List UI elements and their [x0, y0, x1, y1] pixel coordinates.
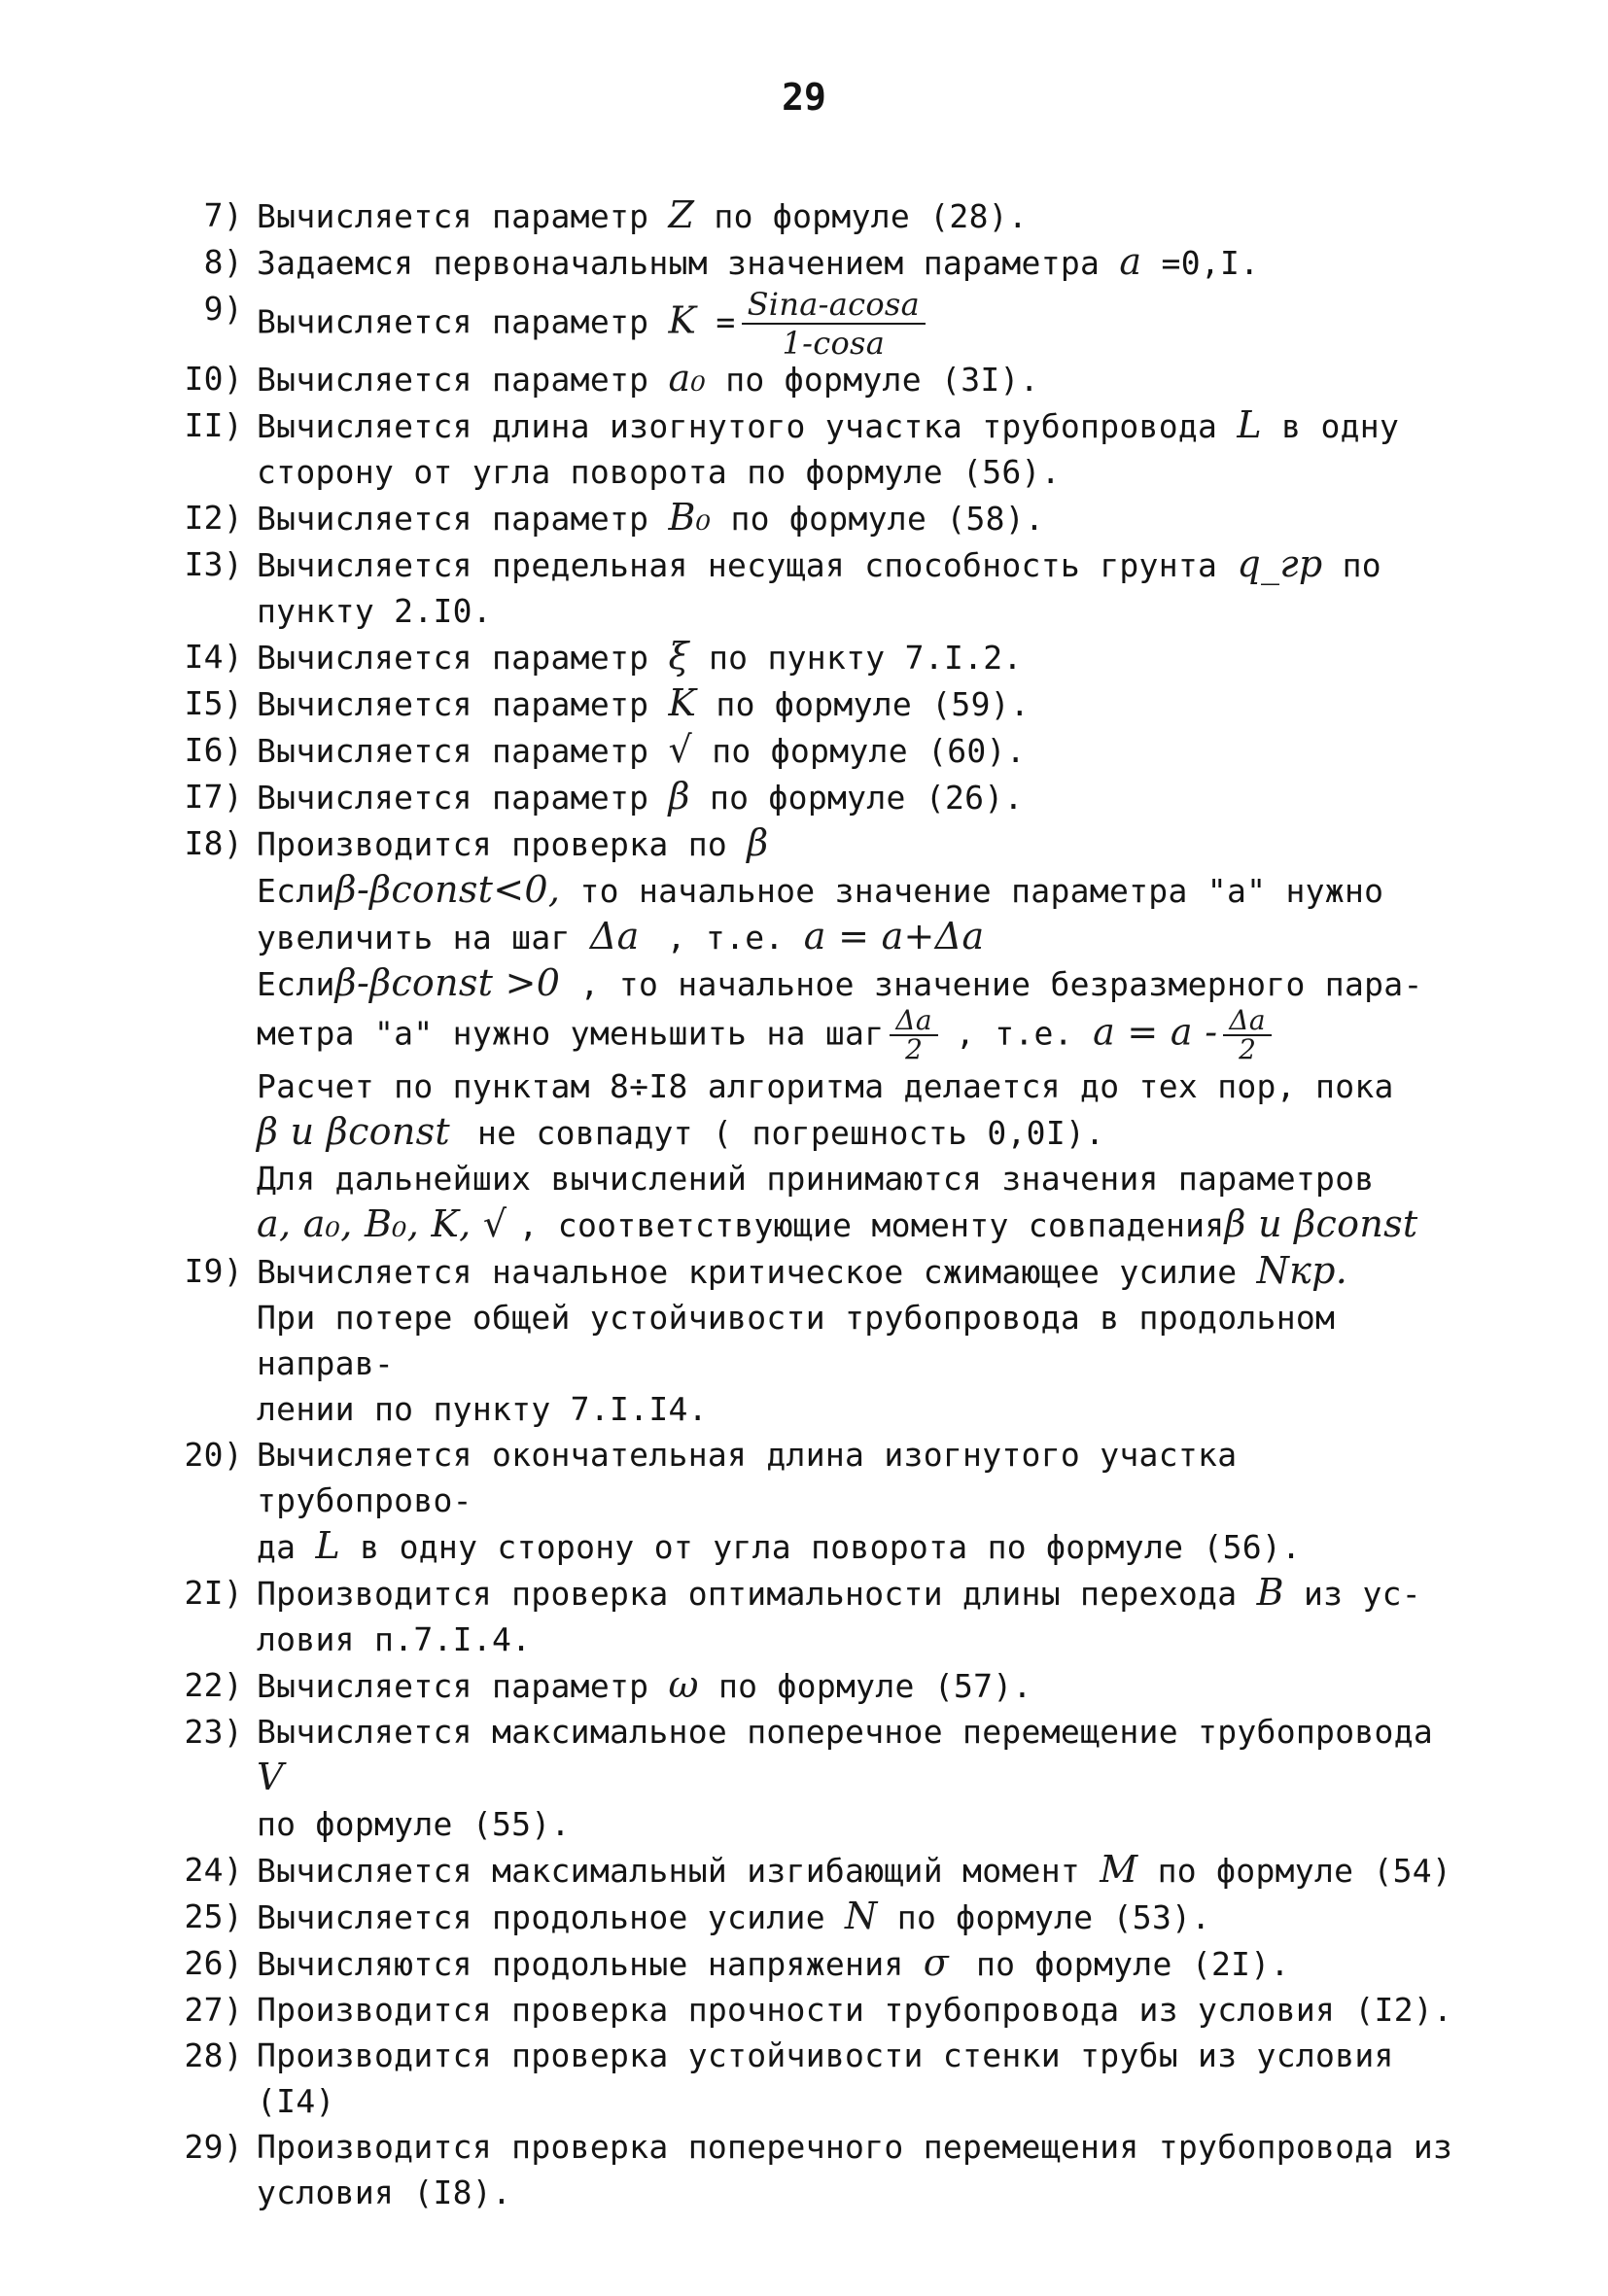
- item-text: Расчет по пунктам 8÷I8 алгоритма делается до тех пор, пока: [257, 1067, 1394, 1105]
- item-text: по формуле (55).: [257, 1805, 571, 1843]
- item-text: условия (I8).: [257, 2174, 512, 2211]
- item-text: Производится проверка по: [257, 825, 728, 863]
- item-text: Вычисляется параметр: [257, 1667, 649, 1705]
- list-item: [156, 286, 1458, 362]
- item-text: сторону от угла поворота по формуле (56).: [257, 453, 1061, 491]
- formula-symbol: β: [747, 821, 769, 864]
- list-item: [156, 1940, 1458, 1987]
- fraction-numerator: Sina-acosa: [742, 286, 926, 325]
- item-text: , т.е.: [666, 919, 785, 957]
- list-item: [156, 1570, 1458, 1662]
- item-text: , т.е.: [955, 1014, 1073, 1053]
- formula-symbol: a = a -: [1093, 1010, 1218, 1054]
- item-text: Вычисляется максимальное поперечное перемещение трубопровода: [257, 1713, 1434, 1751]
- item-number: I5): [184, 684, 243, 722]
- item-text: по формуле (2I).: [975, 1945, 1290, 1983]
- item-text: метра "а" нужно уменьшить на шаг: [257, 1014, 885, 1053]
- formula-symbol: β и βconst: [257, 1110, 450, 1153]
- formula-symbol: β-βconst<0,: [334, 868, 561, 911]
- item-number: I9): [184, 1252, 243, 1290]
- formula-symbol: a, a₀, B₀, K, √: [257, 1202, 507, 1245]
- item-number: I0): [184, 360, 243, 398]
- item-text: по: [1342, 546, 1381, 584]
- item-text: =0,I.: [1161, 244, 1260, 282]
- item-text: Производится проверка поперечного перемещения трубопровода из: [257, 2128, 1453, 2166]
- item-text: Производится проверка прочности трубопровода из условия (I2).: [257, 1991, 1453, 2029]
- list-item: [156, 402, 1458, 495]
- item-text: лении по пункту 7.I.I4.: [257, 1390, 708, 1428]
- item-text: Вычисляются продольные напряжения: [257, 1945, 904, 1983]
- formula-symbol: Δa: [589, 915, 640, 957]
- fraction-denominator: 2: [1239, 1033, 1257, 1065]
- item-text: Вычисляется параметр: [257, 639, 649, 677]
- item-number: I8): [184, 824, 243, 862]
- item-text: по формуле (60).: [712, 732, 1026, 770]
- item-text: Вычисляется параметр: [257, 361, 649, 399]
- list-item: [156, 192, 1458, 239]
- item-text: пункту 2.I0.: [257, 592, 493, 630]
- list-item: [156, 680, 1458, 727]
- list-item: [156, 495, 1458, 541]
- item-text: Для дальнейших вычислений принимаются значения параметров: [257, 1160, 1375, 1198]
- item-text: по формуле (59).: [716, 685, 1031, 723]
- fraction: [742, 286, 926, 362]
- list-item: [156, 774, 1458, 820]
- item-text: по формуле (28).: [714, 197, 1029, 235]
- item-text: Вычисляется длина изогнутого участка трубопровода: [257, 407, 1218, 445]
- formula-symbol: K: [668, 298, 697, 342]
- list-item: [156, 541, 1458, 634]
- item-text: из ус-: [1303, 1575, 1421, 1613]
- formula-symbol: a = a+Δa: [803, 915, 985, 957]
- item-text: по формуле (53).: [896, 1898, 1211, 1936]
- item-text: по формуле (54): [1157, 1852, 1452, 1890]
- formula-symbol: ξ: [668, 635, 689, 678]
- item-text: ловия п.7.I.4.: [257, 1620, 532, 1658]
- list-item: [156, 356, 1458, 402]
- item-text: по формуле (57).: [718, 1667, 1032, 1705]
- fraction-denominator: 2: [905, 1033, 924, 1065]
- item-text: увеличить на шаг: [257, 919, 571, 957]
- item-number: 9): [203, 290, 243, 328]
- list-item: [156, 1987, 1458, 2033]
- item-text: , то начальное значение безразмерного пара-: [579, 965, 1423, 1003]
- item-number: I4): [184, 638, 243, 676]
- item-text: Вычисляется параметр: [257, 732, 649, 770]
- formula-symbol: L: [315, 1524, 341, 1567]
- algorithm-list: [156, 192, 1458, 2215]
- equals-sign: =: [716, 302, 736, 341]
- item-number: 22): [184, 1666, 243, 1704]
- formula-symbol: σ: [923, 1941, 949, 1984]
- formula-symbol: √: [668, 728, 693, 771]
- formula-symbol: L: [1237, 403, 1262, 446]
- item-number: I7): [184, 778, 243, 816]
- list-item: [156, 1662, 1458, 1709]
- item-text: по формуле (3I).: [725, 361, 1039, 399]
- item-text: Вычисляется окончательная длина изогнутого участка трубопрово-: [257, 1436, 1238, 1519]
- item-number: 24): [184, 1851, 243, 1889]
- item-text: Если: [257, 965, 335, 1003]
- item-number: 26): [184, 1944, 243, 1982]
- item-text: Вычисляется параметр: [257, 685, 649, 723]
- item-number: 23): [184, 1713, 243, 1751]
- item-number: 20): [184, 1436, 243, 1474]
- fraction-denominator: 1-cosa: [782, 325, 886, 362]
- formula-symbol: a₀: [668, 357, 707, 400]
- item-number: 2I): [184, 1574, 243, 1612]
- formula-symbol: V: [257, 1756, 284, 1798]
- formula-symbol: β: [668, 775, 690, 818]
- formula-symbol: B₀: [668, 496, 712, 539]
- formula-symbol: ω: [668, 1663, 699, 1706]
- fraction: [1223, 1004, 1272, 1065]
- list-item: [156, 2124, 1458, 2215]
- list-item: [156, 1894, 1458, 1940]
- item-text: по пункту 7.I.2.: [708, 639, 1023, 677]
- item-number: 7): [203, 196, 243, 234]
- item-text: в одну сторону от угла поворота по формуле (56).: [360, 1528, 1302, 1566]
- item-text: Задаемся первоначальным значением параметра: [257, 244, 1101, 282]
- formula-symbol: M: [1100, 1848, 1138, 1891]
- item-number: I2): [184, 499, 243, 537]
- list-item: [156, 1432, 1458, 1570]
- item-text: Производится проверка устойчивости стенки трубы из условия (I4): [257, 2036, 1394, 2120]
- item-number: I3): [184, 545, 243, 583]
- item-number: 8): [203, 243, 243, 281]
- item-text: Вычисляется параметр: [257, 779, 649, 817]
- item-text: Вычисляется продольное усилие: [257, 1898, 825, 1936]
- formula-symbol: Nкр.: [1256, 1249, 1348, 1292]
- item-number: 27): [184, 1991, 243, 2029]
- formula-symbol: N: [845, 1895, 878, 1937]
- item-number: 28): [184, 2036, 243, 2074]
- fraction-numerator: Δa: [890, 1007, 938, 1036]
- list-item: [156, 2033, 1458, 2124]
- item-text: Вычисляется начальное критическое сжимающее усилие: [257, 1253, 1238, 1291]
- item-text: При потере общей устойчивости трубопровода в продольном направ-: [257, 1299, 1336, 1382]
- item-text: Производится проверка оптимальности длины перехода: [257, 1575, 1238, 1613]
- item-text: Вычисляется параметр: [257, 197, 649, 235]
- list-item: [156, 727, 1458, 774]
- fraction: [890, 1004, 938, 1065]
- item-text: не совпадут ( погрешность 0,0I).: [476, 1114, 1105, 1152]
- item-number: 25): [184, 1897, 243, 1935]
- item-text: , соответствующие моменту совпадения: [518, 1206, 1225, 1244]
- formula-symbol: Z: [668, 193, 695, 236]
- item-text: то начальное значение параметра "а" нужно: [579, 872, 1384, 910]
- formula-symbol: a: [1119, 240, 1142, 283]
- list-item: [156, 634, 1458, 680]
- item-text: Вычисляется максимальный изгибающий момент: [257, 1852, 1081, 1890]
- item-text: да: [257, 1528, 297, 1566]
- fraction-numerator: Δa: [1223, 1007, 1272, 1036]
- list-item: [156, 1847, 1458, 1894]
- item-number: II): [184, 406, 243, 444]
- item-text: Если: [257, 872, 335, 910]
- item-text: в одну: [1281, 407, 1400, 445]
- item-number: 29): [184, 2128, 243, 2166]
- item-text: Вычисляется параметр: [257, 500, 649, 538]
- item-text: по формуле (26).: [709, 779, 1024, 817]
- formula-symbol: β-βconst >0: [334, 961, 561, 1004]
- formula-symbol: β и βconst: [1224, 1202, 1418, 1245]
- item-text: Вычисляется параметр: [257, 302, 649, 341]
- list-item: [156, 1709, 1458, 1847]
- formula-symbol: B: [1256, 1571, 1284, 1614]
- formula-symbol: q_гр: [1237, 542, 1323, 585]
- item-text: Вычисляется предельная несущая способность грунта: [257, 546, 1218, 584]
- list-item: [156, 239, 1458, 286]
- formula-symbol: K: [668, 681, 697, 724]
- item-number: I6): [184, 731, 243, 769]
- list-item: [156, 1248, 1458, 1432]
- item-text: по формуле (58).: [730, 500, 1045, 538]
- list-item: [156, 820, 1458, 1248]
- page-number: 29: [782, 76, 826, 119]
